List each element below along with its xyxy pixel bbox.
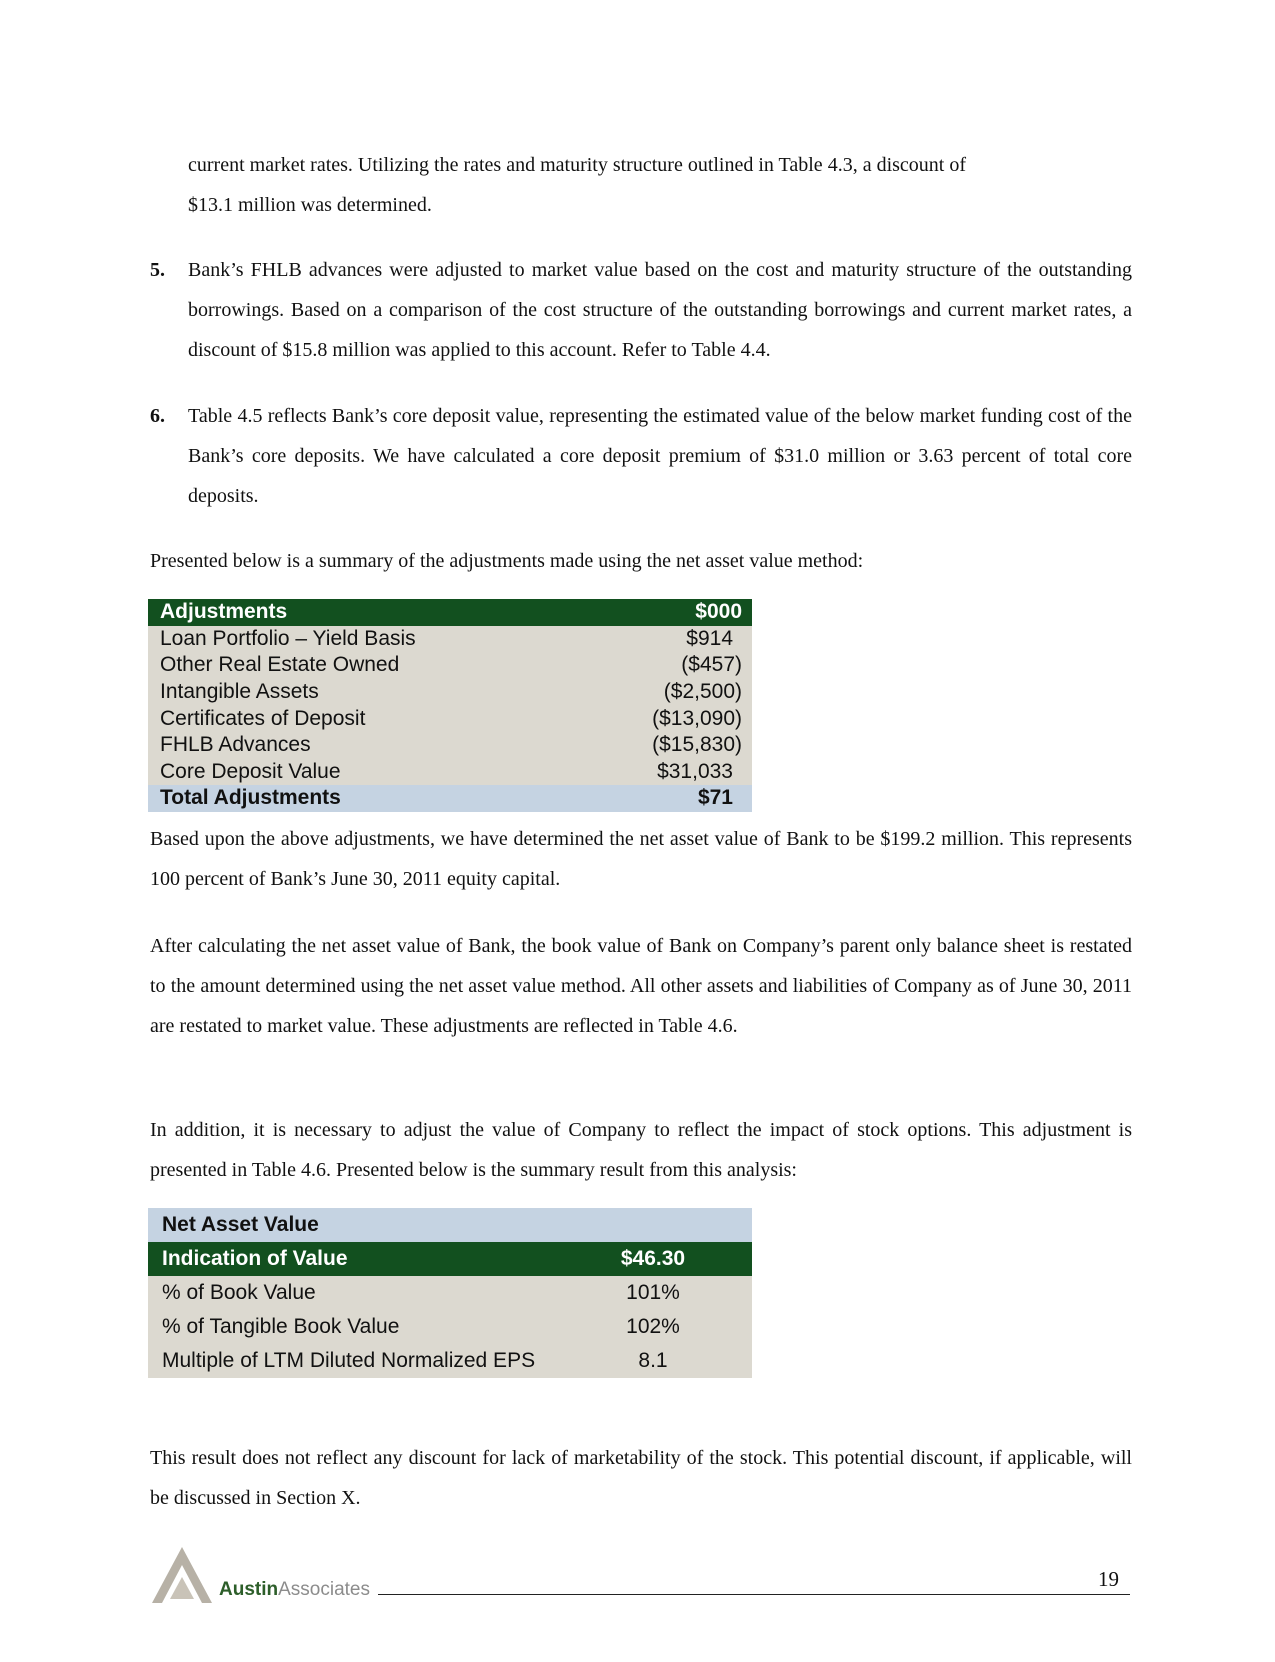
net-asset-value-table xyxy=(148,1208,752,1378)
adjustments-header-label: Adjustments xyxy=(148,599,579,626)
logo-bold-text: Austin xyxy=(219,1579,279,1600)
table-row xyxy=(148,705,752,732)
table-row xyxy=(148,1276,752,1310)
paragraph-continued-line1: current market rates. Utilizing the rates and maturity structure outlined in Table 4.3, a discount of xyxy=(188,154,966,176)
table-row xyxy=(148,679,752,706)
table-row xyxy=(148,732,752,759)
row-label: FHLB Advances xyxy=(148,732,579,759)
logo-light-text: Associates xyxy=(278,1579,370,1600)
row-value: ($15,830) xyxy=(579,732,752,759)
row-label: Certificates of Deposit xyxy=(148,705,579,732)
indication-label: Indication of Value xyxy=(148,1242,554,1276)
list-number-6: 6. xyxy=(150,405,165,427)
summary-intro: Presented below is a summary of the adjustments made using the net asset value method: xyxy=(150,550,864,572)
nav-indication-row xyxy=(148,1242,752,1276)
paragraph-net-asset-value: Based upon the above adjustments, we have determined the net asset value of Bank to be $199.2 million. This represents 100 percent of Bank’s June 30, 2011 equity capital. xyxy=(150,828,1132,890)
row-label: % of Tangible Book Value xyxy=(148,1310,554,1344)
list-item-6-text: Table 4.5 reflects Bank’s core deposit value, representing the estimated value of the below market funding cost of the Bank’s core deposits. We have calculated a core deposit premium of $31.0 million or 3.63 percent of total core deposits. xyxy=(188,405,1132,507)
row-label: Intangible Assets xyxy=(148,679,579,706)
total-label: Total Adjustments xyxy=(148,785,579,812)
row-value: ($13,090) xyxy=(579,705,752,732)
list-item-5-text: Bank’s FHLB advances were adjusted to market value based on the cost and maturity structure of the outstanding borrowings. Based on a comparison of the cost structure of the outstanding borrowings and current market rates, a discount of $15.8 million was applied to this account. Refer to Table 4.4. xyxy=(188,259,1132,361)
table-row xyxy=(148,626,752,653)
row-value: $31,033 xyxy=(579,759,752,786)
list-number-5: 5. xyxy=(150,259,165,281)
adjustments-header-unit: $000 xyxy=(579,599,752,626)
table-row xyxy=(148,1310,752,1344)
row-value: $914 xyxy=(579,626,752,653)
paragraph-closing: This result does not reflect any discount for lack of marketability of the stock. This potential discount, if applicable, will be discussed in Section X. xyxy=(150,1447,1132,1509)
adjustments-table xyxy=(148,599,752,812)
nav-table-title: Net Asset Value xyxy=(148,1208,752,1242)
paragraph-after-calculating: After calculating the net asset value of Bank, the book value of Bank on Company’s parent only balance sheet is restated to the amount determined using the net asset value method. All other assets and liabilities of Company as of June 30, 2011 are restated to market value. These adjustments are reflected in Table 4.6. xyxy=(150,935,1132,1037)
paragraph-continued-line2: $13.1 million was determined. xyxy=(188,194,432,216)
footer-divider xyxy=(378,1594,1130,1595)
page-number: 19 xyxy=(1098,1567,1119,1591)
total-value: $71 xyxy=(579,785,752,812)
paragraph-stock-options: In addition, it is necessary to adjust the value of Company to reflect the impact of stock options. This adjustment is presented in Table 4.6. Presented below is the summary result from this analysis: xyxy=(150,1119,1132,1181)
row-value: 8.1 xyxy=(554,1344,752,1378)
row-label: Other Real Estate Owned xyxy=(148,652,579,679)
adjustments-table-header xyxy=(148,599,752,626)
row-label: Multiple of LTM Diluted Normalized EPS xyxy=(148,1344,554,1378)
nav-table-title-row xyxy=(148,1208,752,1242)
logo-wordmark xyxy=(219,1579,370,1601)
row-label: % of Book Value xyxy=(148,1276,554,1310)
row-value: 102% xyxy=(554,1310,752,1344)
austin-associates-logo-icon xyxy=(150,1545,214,1605)
row-value: ($2,500) xyxy=(579,679,752,706)
row-label: Core Deposit Value xyxy=(148,759,579,786)
indication-value: $46.30 xyxy=(554,1242,752,1276)
row-value: 101% xyxy=(554,1276,752,1310)
row-label: Loan Portfolio – Yield Basis xyxy=(148,626,579,653)
table-row xyxy=(148,759,752,786)
table-row xyxy=(148,652,752,679)
row-value: ($457) xyxy=(579,652,752,679)
table-row xyxy=(148,1344,752,1378)
adjustments-total-row xyxy=(148,785,752,812)
